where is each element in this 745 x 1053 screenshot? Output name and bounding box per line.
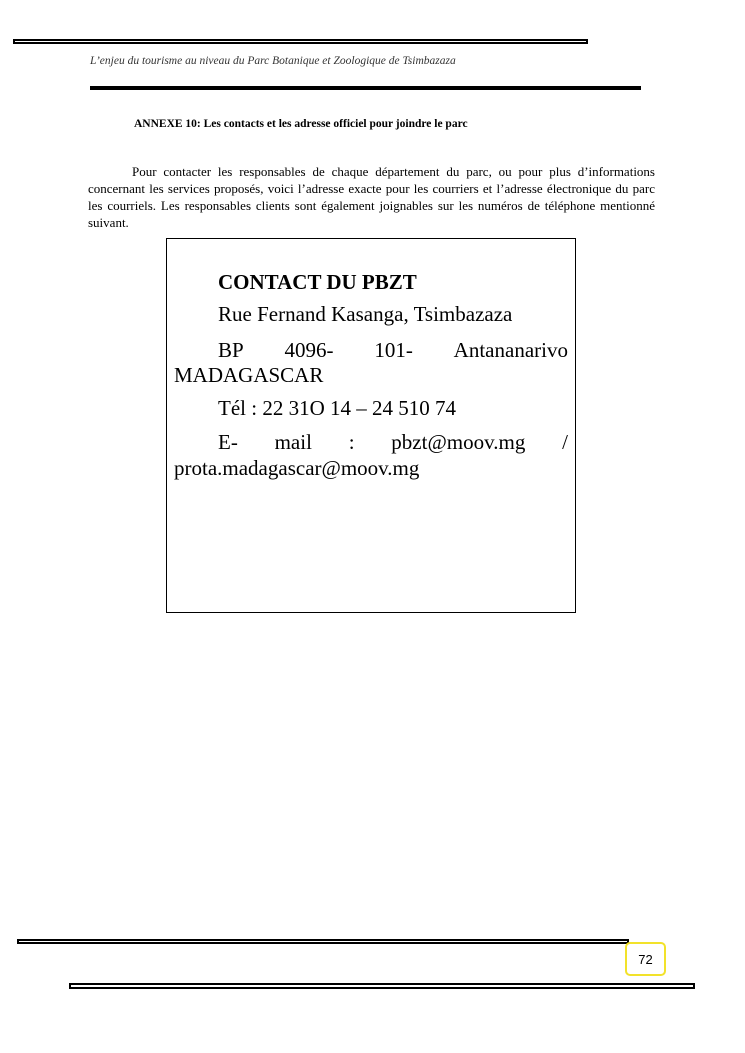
email-colon: : xyxy=(348,430,355,454)
running-header: L’enjeu du tourisme au niveau du Parc Botanique et Zoologique de Tsimbazaza xyxy=(90,55,456,67)
header-rule-bottom xyxy=(90,86,641,90)
email-prefix: E- xyxy=(218,430,238,454)
bp-label: BP xyxy=(218,338,244,362)
email-separator: / xyxy=(562,430,568,454)
email-primary[interactable]: pbzt@moov.mg xyxy=(391,430,526,454)
paragraph-text: Pour contacter les responsables de chaque département du parc, ou pour plus d’informations concernant les services proposés, voici l’adresse exacte pour les courriers et l’adresse électronique du parc les courriels. Les responsables clients sont également joignables sur les numéros de téléphone mentionné suivant. xyxy=(88,164,655,230)
header-rule-top xyxy=(13,39,588,44)
footer-rule-top xyxy=(17,939,629,944)
footer-rule-bottom xyxy=(69,983,695,989)
annex-heading: ANNEXE 10: Les contacts et les adresse officiel pour joindre le parc xyxy=(134,118,468,130)
city: Antananarivo xyxy=(453,338,568,362)
contact-email-line xyxy=(218,430,568,454)
email-secondary[interactable]: prota.madagascar@moov.mg xyxy=(174,456,420,480)
contact-country: MADAGASCAR xyxy=(174,363,324,387)
contact-title: CONTACT DU PBZT xyxy=(218,270,417,294)
intro-paragraph xyxy=(88,163,655,231)
contact-bp-line xyxy=(218,338,568,362)
contact-phone: Tél : 22 31O 14 – 24 510 74 xyxy=(218,396,456,420)
contact-street: Rue Fernand Kasanga, Tsimbazaza xyxy=(218,302,513,326)
email-word: mail xyxy=(274,430,312,454)
bp-number: 4096- xyxy=(284,338,334,362)
page-number: 72 xyxy=(625,942,666,976)
postal-code: 101- xyxy=(374,338,413,362)
